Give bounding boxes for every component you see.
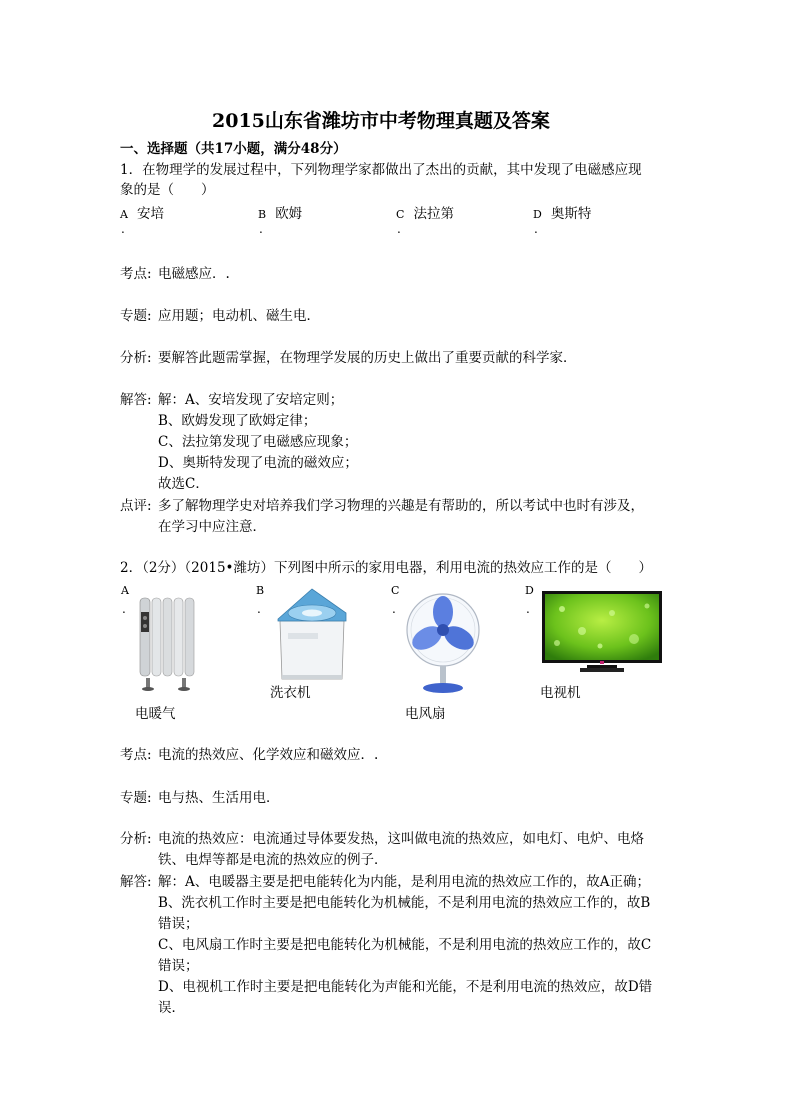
q1-option-b [258,203,302,224]
q1-jieda-line: 故选C． [158,476,209,492]
q2-option-b-letter: B [256,584,265,597]
q2-jieda-line: C、电风扇工作时主要是把电能转化为机械能，不是利用电流的热效应工作的，故C [158,937,652,953]
q1-zhuanti: 应用题；电动机、磁生电． [158,308,320,324]
q1-fenxi-label: 分析: [120,350,152,366]
q2-jieda-line: 解：A、电暖器主要是把电能转化为内能，是利用电流的热效应工作的，故A正确； [158,874,650,890]
q2-fenxi-line: 电流的热效应：电流通过导体要发热，这叫做电流的热效应，如电灯、电炉、电烙 [158,831,644,847]
q1-option-dot: . [534,222,538,236]
q1-jieda-label: 解答: [120,392,152,408]
section-heading: 一、选择题（共17小题，满分48分） [120,141,347,157]
washing-machine-image [272,583,352,683]
q1-dianping-label: 点评: [120,498,152,514]
q1-dianping-line: 在学习中应注意． [158,519,266,535]
q2-jieda-line: 误． [158,1000,185,1016]
q1-fenxi: 要解答此题需掌握，在物理学发展的历史上做出了重要贡献的科学家． [158,350,577,366]
television-image [542,591,662,675]
q1-option-a [120,203,164,224]
q2-option-d-caption: 电视机 [540,685,581,701]
q1-jieda-line: D、奥斯特发现了电流的磁效应； [158,455,358,471]
option-text: 奥斯特 [550,206,592,222]
q1-option-dot: . [397,222,401,236]
q2-option-a-caption: 电暖气 [135,706,176,722]
page-title: 2015山东省潍坊市中考物理真题及答案 [212,110,550,132]
option-letter: A [120,208,128,221]
q1-option-dot: . [121,222,125,236]
option-text: 安培 [137,206,165,222]
q2-fenxi-label: 分析: [120,831,152,847]
q2-option-dot: . [257,602,261,616]
q2-option-b-caption: 洗衣机 [270,685,311,701]
q2-option-d-letter: D [525,584,534,597]
q1-option-d [533,203,591,224]
q2-jieda-line: 错误； [158,916,199,932]
option-letter: D [533,208,542,221]
q1-dianping-line: 多了解物理学史对培养我们学习物理的兴趣是有帮助的，所以考试中也时有涉及， [158,498,644,514]
q1-jieda-line: 解：A、安培发现了安培定则； [158,392,344,408]
option-letter: C [396,208,405,221]
q2-option-dot: . [122,602,126,616]
q2-jieda-line: B、洗衣机工作时主要是把电能转化为机械能，不是利用电流的热效应工作的，故B [158,895,651,911]
q2-option-dot: . [392,602,396,616]
electric-fan-image [402,590,484,694]
q2-jieda-line: D、电视机工作时主要是把电能转化为声能和光能，不是利用电流的热效应，故D错 [158,979,653,995]
option-text: 欧姆 [275,206,303,222]
q2-zhuanti: 电与热、生活用电． [158,790,280,806]
q1-option-c [396,203,454,224]
q2-kaodian-label: 考点: [120,747,152,763]
q1-jieda-line: C、法拉第发现了电磁感应现象； [158,434,358,450]
q2-option-c-letter: C [391,584,400,597]
q2-zhuanti-label: 专题: [120,790,152,806]
q1-kaodian: 电磁感应．. [158,266,230,282]
q2-option-a-letter: A [121,584,129,597]
q2-fenxi-line: 铁、电焊等都是电流的热效应的例子． [158,852,388,868]
q1-kaodian-label: 考点: [120,266,152,282]
option-letter: B [258,208,267,221]
q2-stem: 2．（2分）（2015•潍坊）下列图中所示的家用电器，利用电流的热效应工作的是（ ） [120,560,652,576]
q1-stem-line1: 1．在物理学的发展过程中，下列物理学家都做出了杰出的贡献，其中发现了电磁感应现 [120,162,642,178]
electric-heater-image [136,592,198,692]
q1-stem-line2: 象的是（ ） [120,182,215,198]
q1-option-dot: . [259,222,263,236]
q1-zhuanti-label: 专题: [120,308,152,324]
q2-jieda-label: 解答: [120,874,152,890]
q2-option-c-caption: 电风扇 [405,706,446,722]
q2-kaodian: 电流的热效应、化学效应和磁效应．. [158,747,379,763]
q2-jieda-line: 错误； [158,958,199,974]
q2-option-dot: . [526,602,530,616]
option-text: 法拉第 [413,206,455,222]
q1-jieda-line: B、欧姆发现了欧姆定律； [158,413,317,429]
